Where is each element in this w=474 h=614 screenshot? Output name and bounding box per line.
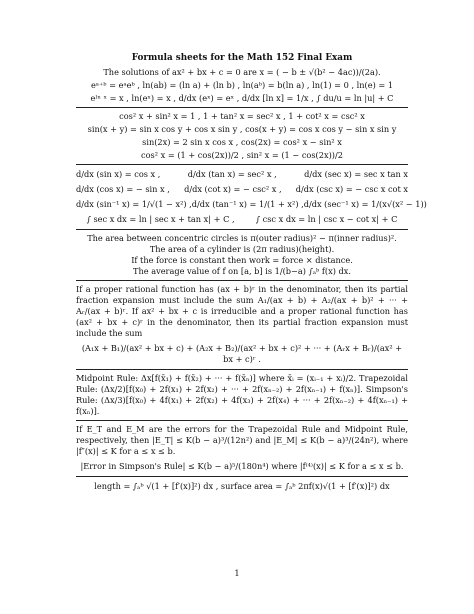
formula-cell: d/dx (sin x) = cos x ,	[76, 169, 161, 179]
work-formula: If the force is constant then work = force × distance.	[131, 255, 353, 265]
divider	[76, 280, 408, 281]
derivative-row-3	[76, 199, 427, 210]
integral-row	[76, 214, 408, 225]
formula-cell: d/dx (tan⁻¹ x) = 1/(1 + x²) ,	[191, 199, 304, 209]
sum-identities: sin(x + y) = sin x cos y + cos x sin y , cos(x + y) = cos x cos y − sin x sin y	[87, 124, 397, 134]
divider	[76, 369, 408, 370]
derivative-row-1	[76, 169, 408, 180]
formula-cell: d/dx (tan x) = sec² x ,	[187, 169, 277, 179]
quadratic-formula: The solutions of ax² + bx + c = 0 are x = ( − b ± √(b² − 4ac))/(2a).	[103, 67, 381, 77]
formula-cell: d/dx (sec⁻¹ x) = 1/(x√(x² − 1))	[303, 199, 427, 209]
partial-fractions-text: If a proper rational function has (ax + b)ʳ in the denominator, then its partial fraction expansion must include the sum A₁/(ax + b) + A₂/(ax + b)² + ··· + Aᵣ/(ax + b)ʳ. If ax² + bx + c is irreducible and a proper rational function has (ax² + bx + c)ʳ in the denominator, then its partial fraction expansion must include the sum	[76, 284, 408, 338]
area-concentric-circles: The area between concentric circles is π(outer radius)² − π(inner radius)².	[87, 233, 397, 243]
formula-cell: d/dx (sec x) = sec x tan x	[304, 169, 408, 179]
divider	[76, 229, 408, 230]
formula-cell: ∫ csc x dx = ln | csc x − cot x| + C	[255, 214, 398, 224]
divider	[76, 420, 408, 421]
formula-cell: d/dx (cot x) = − csc² x ,	[184, 184, 282, 194]
half-angle-identities: cos² x = (1 + cos(2x))/2 , sin² x = (1 − cos(2x))/2	[141, 150, 343, 160]
numerical-integration-rules: Midpoint Rule: Δx[f(x̄₁) + f(x̄₂) + ··· + f(x̄ₙ)] where x̄ᵢ = (xᵢ₋₁ + xᵢ)/2. Trapezoidal Rule: (Δx/2)[f(x₀) + 2f(x₁) + 2f(x₂) + ··· + 2f(xₙ₋₂) + 2f(xₙ₋₁) + f(xₙ)]. Simpson's Rule: (Δx/3)[f(x₀) + 4f(x₁) + 2f(x₂) + 4f(x₃) + 2f(x₄) + ··· + 2f(xₙ₋₂) + 4f(xₙ₋₁) + f(xₙ)].	[76, 373, 408, 416]
error-bounds-text: If E_T and E_M are the errors for the Trapezoidal Rule and Midpoint Rule, respectively, then |E_T| ≤ K(b − a)³/(12n²) and |E_M| ≤ K(b − a)³/(24n²), where |f″(x)| ≤ K for a ≤ x ≤ b.	[76, 424, 408, 456]
derivative-row-2	[76, 184, 408, 195]
formula-cell: d/dx (csc x) = − csc x cot x	[295, 184, 408, 194]
exp-log-derivatives: eˡⁿ ˣ = x , ln(eˣ) = x , d/dx (eˣ) = eˣ , d/dx [ln x] = 1/x , ∫ du/u = ln |u| + C	[90, 93, 394, 103]
formula-cell: ∫ sec x dx = ln | sec x + tan x| + C ,	[86, 214, 235, 224]
double-angle-identities: sin(2x) = 2 sin x cos x , cos(2x) = cos² x − sin² x	[142, 137, 342, 147]
formula-cell: d/dx (sin⁻¹ x) = 1/√(1 − x²) ,	[76, 199, 192, 209]
formula-cell: d/dx (cos x) = − sin x ,	[76, 184, 170, 194]
divider	[76, 107, 408, 108]
simpson-error-bound: |Error in Simpson's Rule| ≤ K(b − a)⁵/(180n⁴) where |f⁽⁴⁾(x)| ≤ K for a ≤ x ≤ b.	[80, 461, 404, 471]
arc-length-surface-area: length = ∫ₐᵇ √(1 + [f′(x)]²) dx , surface area = ∫ₐᵇ 2πf(x)√(1 + [f′(x)]²) dx	[94, 481, 390, 491]
page-number: 1	[234, 568, 240, 578]
average-value: The average value of f on [a, b] is 1/(b−a) ∫ₐᵇ f(x) dx.	[133, 266, 351, 276]
partial-fractions-sum: (A₁x + B₁)/(ax² + bx + c) + (A₂x + B₂)/(ax² + bx + c)² + ··· + (Aᵣx + Bᵣ)/(ax² + bx + c)ʳ .	[81, 343, 403, 364]
formula-sheet	[76, 53, 427, 496]
page-title: Formula sheets for the Math 152 Final Exam	[131, 53, 353, 63]
divider	[76, 476, 408, 477]
divider	[76, 164, 408, 165]
area-cylinder: The area of a cylinder is (2π radius)(height).	[149, 244, 335, 254]
exp-log-identities: eᵃ⁺ᵇ = eᵃeᵇ , ln(ab) = (ln a) + (ln b) , ln(aᵇ) = b(ln a) , ln(1) = 0 , ln(e) = 1	[90, 80, 394, 90]
pythagorean-identities: cos² x + sin² x = 1 , 1 + tan² x = sec² x , 1 + cot² x = csc² x	[119, 111, 365, 121]
